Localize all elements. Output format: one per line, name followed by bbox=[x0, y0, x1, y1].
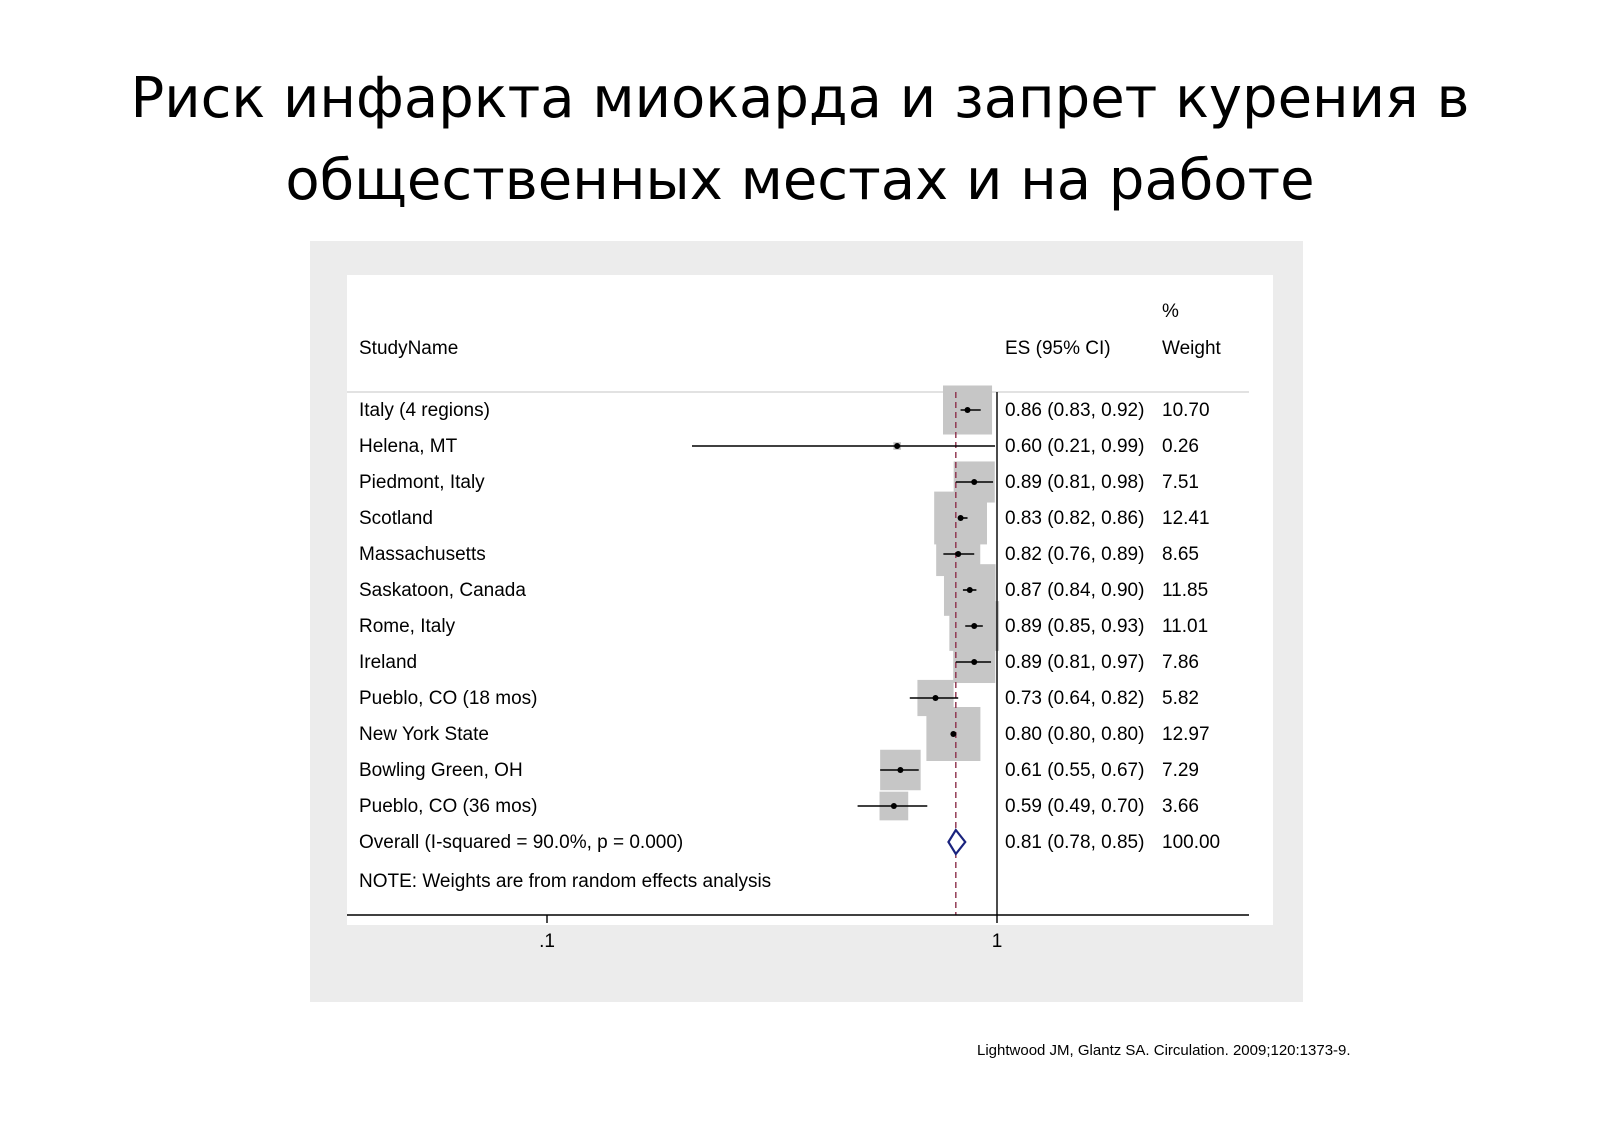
column-header-weight-pct: % bbox=[1162, 301, 1179, 322]
overall-es-ci: 0.81 (0.78, 0.85) bbox=[1005, 832, 1145, 853]
point-estimate bbox=[967, 587, 973, 593]
point-estimate bbox=[897, 767, 903, 773]
study-weight: 3.66 bbox=[1162, 796, 1199, 817]
study-es-ci: 0.83 (0.82, 0.86) bbox=[1005, 508, 1145, 529]
study-es-ci: 0.61 (0.55, 0.67) bbox=[1005, 760, 1145, 781]
study-name: Scotland bbox=[359, 508, 433, 529]
study-name: Pueblo, CO (18 mos) bbox=[359, 688, 538, 709]
column-header-study: StudyName bbox=[359, 338, 459, 359]
study-name: Italy (4 regions) bbox=[359, 400, 490, 421]
point-estimate bbox=[891, 803, 897, 809]
study-weight: 8.65 bbox=[1162, 544, 1199, 565]
footnote: NOTE: Weights are from random effects analysis bbox=[359, 871, 772, 892]
study-weight: 11.85 bbox=[1162, 580, 1209, 601]
study-es-ci: 0.89 (0.81, 0.98) bbox=[1005, 472, 1145, 493]
point-estimate bbox=[971, 659, 977, 665]
study-es-ci: 0.89 (0.85, 0.93) bbox=[1005, 616, 1145, 637]
point-estimate bbox=[955, 551, 961, 557]
study-weight: 12.41 bbox=[1162, 508, 1210, 529]
study-name: Pueblo, CO (36 mos) bbox=[359, 796, 538, 817]
slide-title-line-2: общественных местах и на работе bbox=[285, 148, 1315, 213]
study-es-ci: 0.73 (0.64, 0.82) bbox=[1005, 688, 1145, 709]
overall-weight: 100.00 bbox=[1162, 832, 1221, 853]
study-name: Helena, MT bbox=[359, 436, 458, 457]
study-es-ci: 0.82 (0.76, 0.89) bbox=[1005, 544, 1145, 565]
study-name: Massachusetts bbox=[359, 544, 486, 565]
study-name: New York State bbox=[359, 724, 489, 745]
point-estimate bbox=[958, 515, 964, 521]
study-weight: 11.01 bbox=[1162, 616, 1209, 637]
x-tick-label: 1 bbox=[991, 931, 1003, 952]
point-estimate bbox=[894, 443, 900, 449]
study-weight: 7.29 bbox=[1162, 760, 1199, 781]
study-weight: 0.26 bbox=[1162, 436, 1199, 457]
study-name: Bowling Green, OH bbox=[359, 760, 523, 781]
study-name: Saskatoon, Canada bbox=[359, 580, 526, 601]
study-es-ci: 0.86 (0.83, 0.92) bbox=[1005, 400, 1145, 421]
x-tick-label: .1 bbox=[539, 931, 555, 952]
overall-label: Overall (I-squared = 90.0%, p = 0.000) bbox=[359, 832, 684, 853]
overall-diamond bbox=[948, 830, 965, 854]
citation: Lightwood JM, Glantz SA. Circulation. 2009;120:1373-9. bbox=[977, 1042, 1351, 1059]
forest-plot-panel bbox=[347, 275, 1273, 952]
study-weight: 7.86 bbox=[1162, 652, 1199, 673]
column-header-weight: Weight bbox=[1162, 338, 1221, 359]
point-estimate bbox=[950, 731, 956, 737]
study-name: Piedmont, Italy bbox=[359, 472, 485, 493]
study-weight: 5.82 bbox=[1162, 688, 1199, 709]
study-es-ci: 0.89 (0.81, 0.97) bbox=[1005, 652, 1145, 673]
point-estimate bbox=[965, 407, 971, 413]
study-es-ci: 0.87 (0.84, 0.90) bbox=[1005, 580, 1145, 601]
slide-title-line-1: Риск инфаркта миокарда и запрет курения в bbox=[130, 66, 1470, 131]
point-estimate bbox=[932, 695, 938, 701]
slide-title bbox=[0, 58, 1600, 222]
study-name: Ireland bbox=[359, 652, 418, 673]
forest-plot bbox=[347, 275, 1273, 952]
study-name: Rome, Italy bbox=[359, 616, 456, 637]
study-es-ci: 0.80 (0.80, 0.80) bbox=[1005, 724, 1145, 745]
point-estimate bbox=[971, 623, 977, 629]
study-weight: 10.70 bbox=[1162, 400, 1210, 421]
column-header-es: ES (95% CI) bbox=[1005, 338, 1111, 359]
study-es-ci: 0.59 (0.49, 0.70) bbox=[1005, 796, 1145, 817]
study-weight: 7.51 bbox=[1162, 472, 1199, 493]
study-weight: 12.97 bbox=[1162, 724, 1210, 745]
point-estimate bbox=[971, 479, 977, 485]
study-es-ci: 0.60 (0.21, 0.99) bbox=[1005, 436, 1145, 457]
forest-plot-frame bbox=[310, 241, 1303, 1002]
